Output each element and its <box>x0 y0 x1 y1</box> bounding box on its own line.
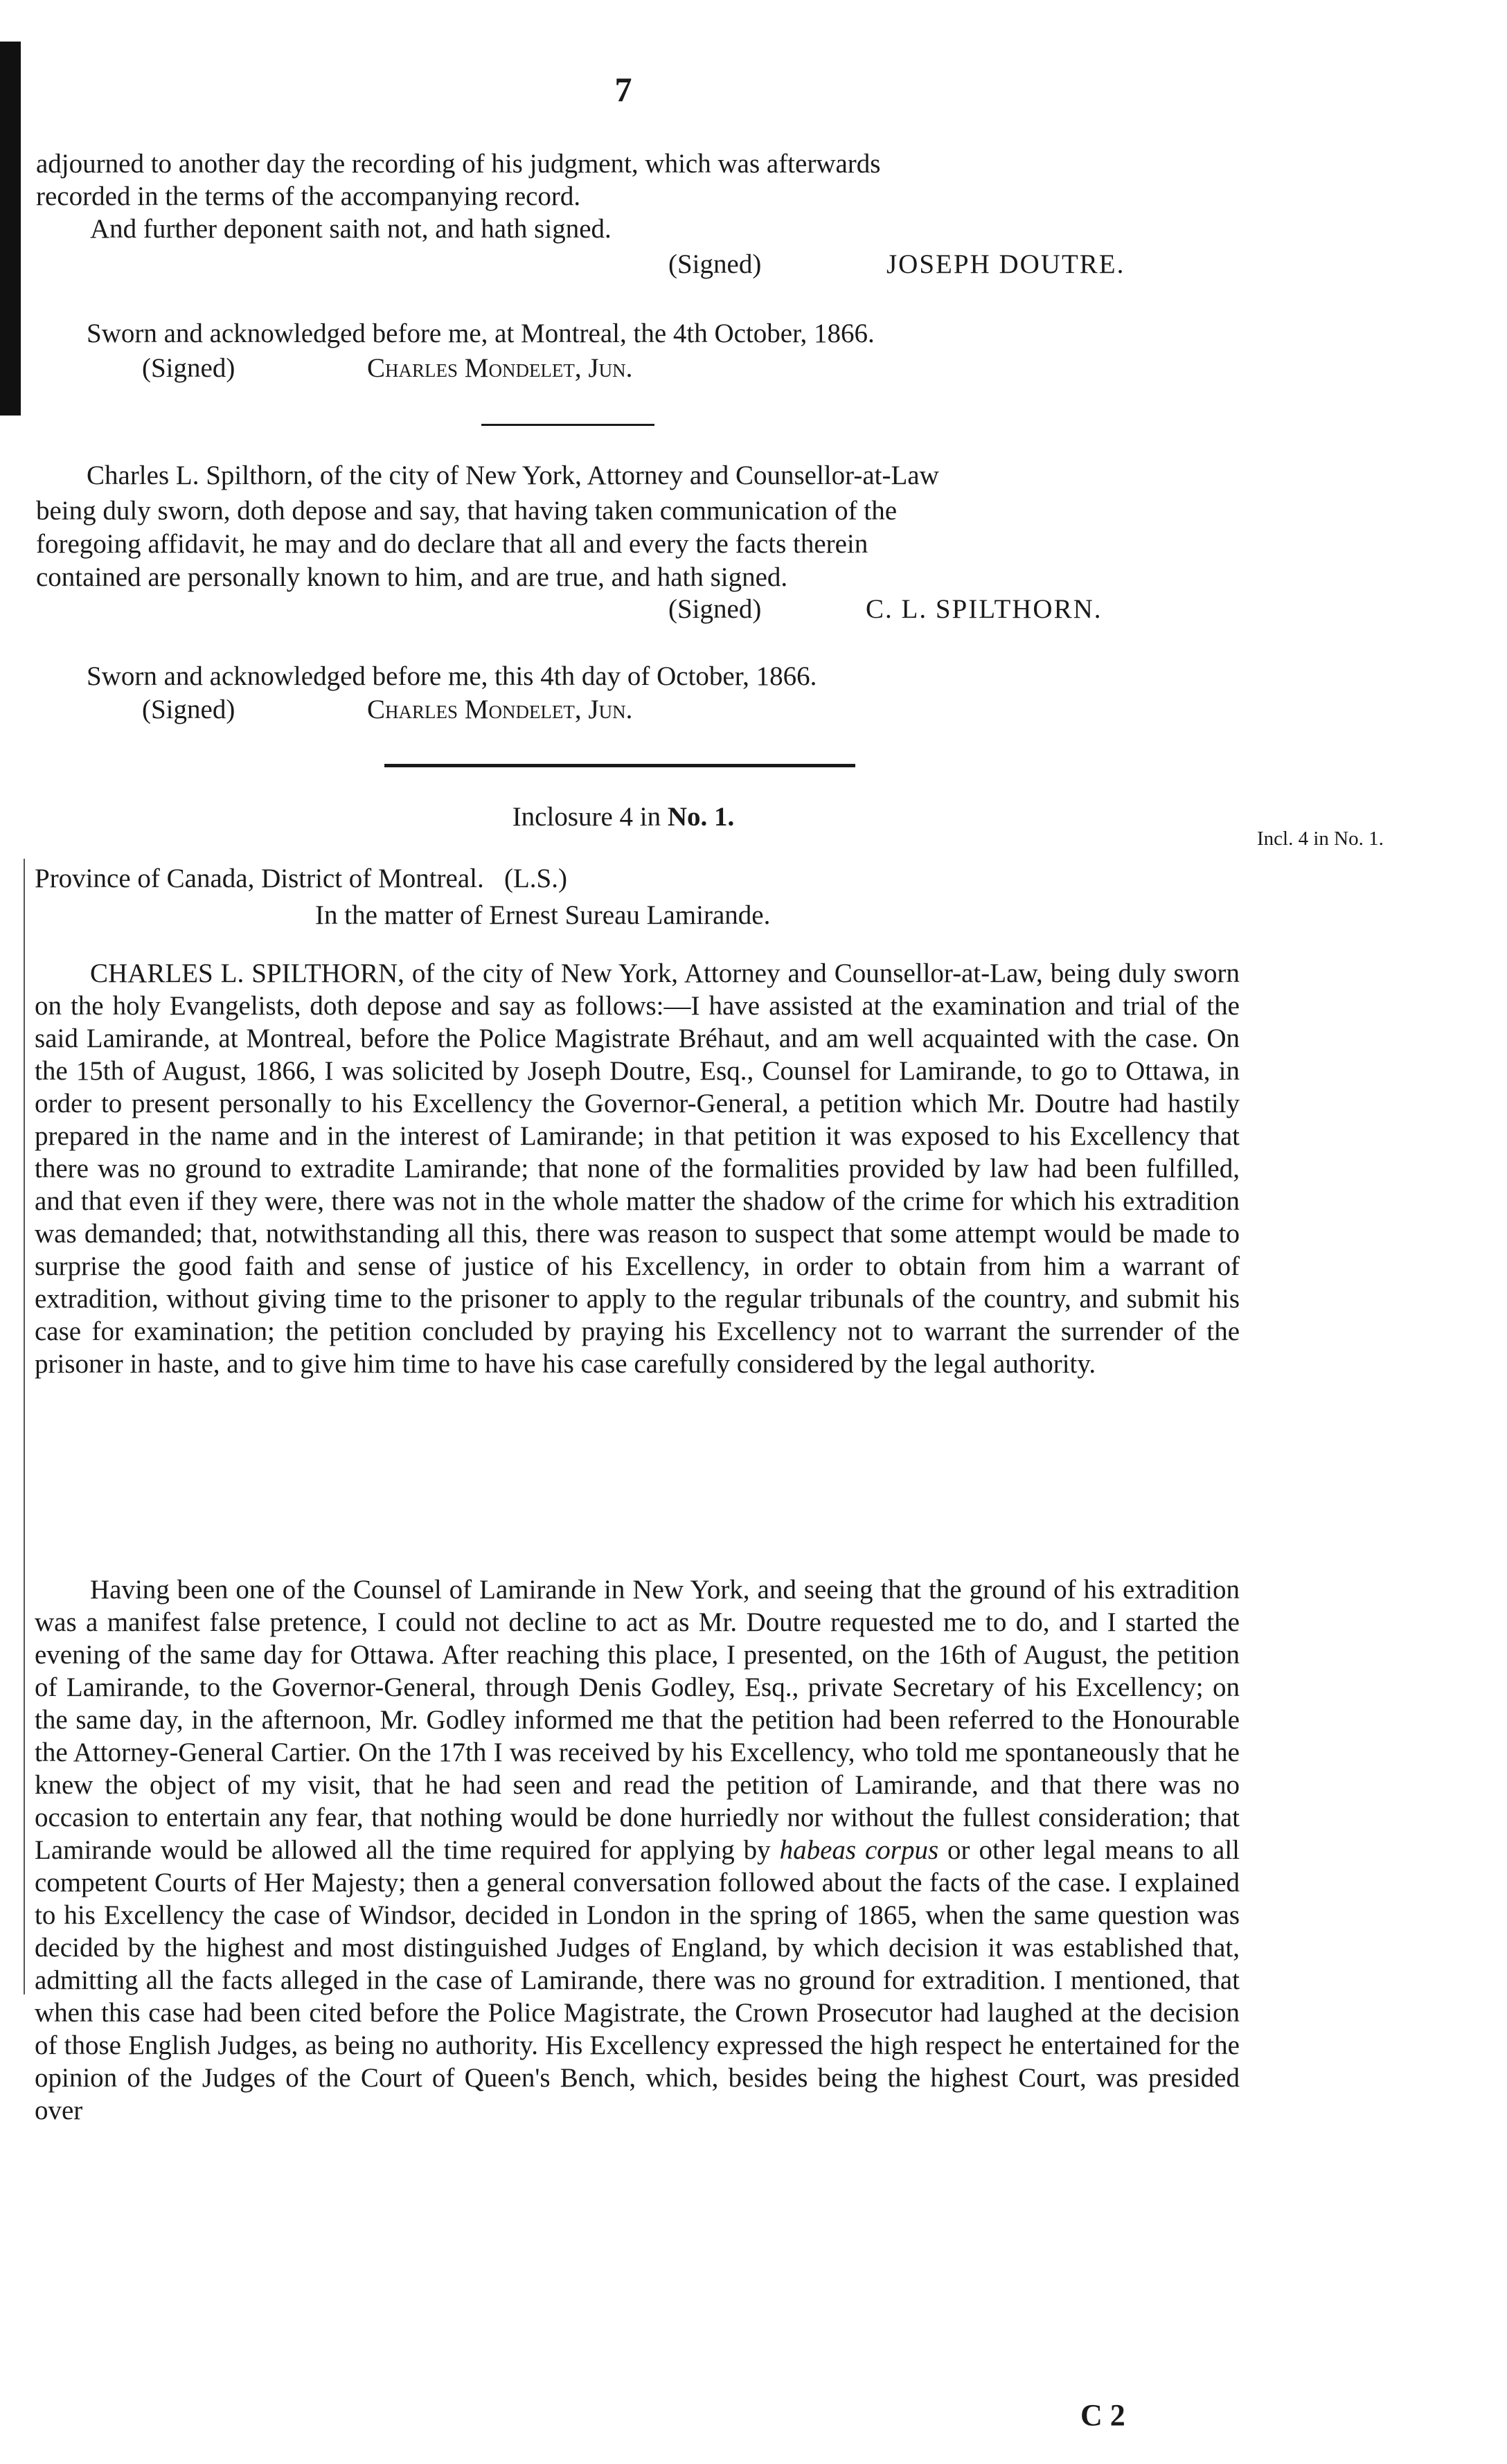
province-line <box>35 864 567 894</box>
seal-text: (L.S.) <box>504 864 567 893</box>
long-divider <box>384 764 855 767</box>
affidavit2-sworn-signed-label: (Signed) <box>142 695 235 724</box>
binding-shadow <box>24 859 25 1994</box>
affidavit1-line-1: adjourned to another day the recording of his judgment, which was afterwards <box>36 149 881 179</box>
affidavit1-line-3: And further deponent saith not, and hath signed. <box>90 214 612 244</box>
inclosure-paragraph-2 <box>35 1573 1240 2127</box>
affidavit2-signed-label: (Signed) <box>668 594 762 624</box>
affidavit1-sworn-signer: Charles Mondelet, Jun. <box>367 353 633 383</box>
inclosure-heading <box>0 802 1247 832</box>
page-number: 7 <box>614 70 632 109</box>
short-divider <box>481 424 654 426</box>
inclosure-heading-number: No. 1. <box>667 802 735 832</box>
affidavit2-line-2: being duly sworn, doth depose and say, that having taken communication of the <box>36 496 898 526</box>
affidavit2-line-3: foregoing affidavit, he may and do declare that all and every the facts therein <box>36 529 868 559</box>
affidavit1-sworn: Sworn and acknowledged before me, at Montreal, the 4th October, 1866. <box>87 319 875 348</box>
paragraph-2-part-b: or other legal means to all competent Courts of Her Majesty; then a general conversation followed about the facts of the case. I explained to his Excellency the case of Windsor, decided in London in the spring of 1865, when the same question was decided by the highest and most distinguished Judges of England, by which decision it was established that, admitting all the facts alleged in the case of Lamirande, there was no ground for extradition. I mentioned, that when this case had been cited before the Police Magistrate, the Crown Prosecutor had laughed at the decision of those English Judges, as being no authority. His Excellency expressed the high respect he entertained for the opinion of the Judges of the Court of Queen's Bench, which, besides being the highest Court, was presided over <box>35 1835 1240 2125</box>
paragraph-2-part-a: Having been one of the Counsel of Lamirande in New York, and seeing that the ground of his extradition was a manifest false pretence, I could not decline to act as Mr. Doutre requested me to do, and I started the evening of the same day for Ottawa. After reaching this place, I presented, on the 16th of August, the petition of Lamirande, to the Governor-General, through Denis Godley, Esq., private Secretary of his Excellency; on the same day, in the afternoon, Mr. Godley informed me that the petition had been referred to the Honourable the Attorney-General Cartier. On the 17th I was received by his Excellency, who told me spontaneously that he knew the object of my visit, that he had seen and read the petition of Lamirande, and that there was no occasion to entertain any fear, that nothing would be done hurriedly nor without the fullest consideration; that Lamirande would be allowed all the time required for applying by <box>35 1575 1240 1865</box>
affidavit1-signed-label: (Signed) <box>668 249 762 279</box>
margin-note: Incl. 4 in No. 1. <box>1257 828 1384 850</box>
affidavit1-sworn-signed-label: (Signed) <box>142 353 235 383</box>
province-text: Province of Canada, District of Montreal. <box>35 864 484 893</box>
affidavit2-line-4: contained are personally known to him, and are true, and hath signed. <box>36 562 788 592</box>
matter-line: In the matter of Ernest Sureau Lamirande. <box>315 900 771 930</box>
signature-mark: C 2 <box>1080 2398 1125 2432</box>
affidavit2-sworn: Sworn and acknowledged before me, this 4th day of October, 1866. <box>87 661 817 691</box>
inclosure-heading-text: Inclosure 4 in <box>512 802 668 832</box>
affidavit2-signer: C. L. SPILTHORN. <box>866 594 1103 624</box>
paragraph-2-italic: habeas corpus <box>779 1835 939 1865</box>
inclosure-paragraph-1: CHARLES L. SPILTHORN, of the city of New York, Attorney and Counsellor-at-Law, being duly sworn on the holy Evangelists, doth depose and say as follows:—I have assisted at the examination and trial of the said Lamirande, at Montreal, before the Police Magistrate Bréhaut, and am well acquainted with the case. On the 15th of August, 1866, I was solicited by Joseph Doutre, Esq., Counsel for Lamirande, to go to Ottawa, in order to present personally to his Excellency the Governor-General, a petition which Mr. Doutre had hastily prepared in the name and in the interest of Lamirande; in that petition it was exposed to his Excellency that there was no ground to extradite Lamirande; that none of the formalities provided by law had been fulfilled, and that even if they were, there was not in the whole matter the shadow of the crime for which his extradition was demanded; that, notwithstanding all this, there was reason to suspect that some attempt would be made to surprise the good faith and sense of justice of his Excellency, in order to obtain from him a warrant of extradition, without giving time to the prisoner to apply to the regular tribunals of the country, and submit his case for examination; the petition concluded by praying his Excellency not to warrant the surrender of the prisoner in haste, and to give him time to have his case carefully considered by the legal authority. <box>35 958 1240 1379</box>
affidavit2-line-1: Charles L. Spilthorn, of the city of New York, Attorney and Counsellor-at-Law <box>87 461 939 490</box>
affidavit1-signer: JOSEPH DOUTRE. <box>886 249 1125 279</box>
affidavit2-sworn-signer: Charles Mondelet, Jun. <box>367 695 633 724</box>
affidavit1-line-2: recorded in the terms of the accompanying record. <box>36 181 581 211</box>
